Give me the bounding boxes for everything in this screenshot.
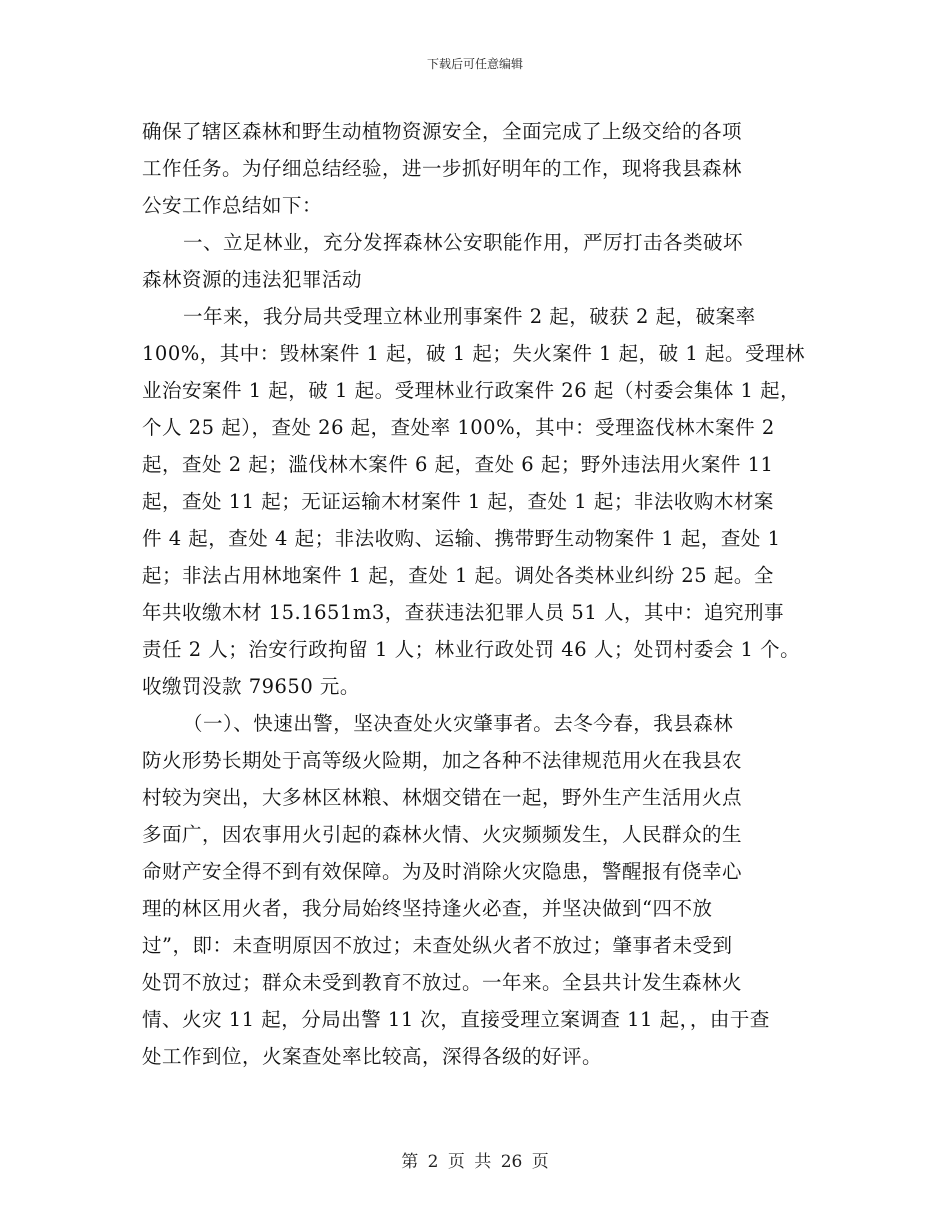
text-line: 命财产安全得不到有效保障。为及时消除火灾隐患，警醒报有侥幸心 <box>142 860 743 883</box>
text-line: 工作任务。为仔细总结经验，进一步抓好明年的工作，现将我县森林 <box>142 157 743 180</box>
page-number-footer: 第 2 页 共 26 页 <box>401 1152 549 1172</box>
text-line: 年共收缴木材 15.1651m3，查获违法犯罪人员 51 人，其中：追究刑事 <box>142 601 784 624</box>
text-line: 多面广，因农事用火引起的森林火情、火灾频频发生，人民群众的生 <box>142 823 743 846</box>
document-body <box>142 113 810 1075</box>
text-line: 一年来，我分局共受理立林业刑事案件 2 起，破获 2 起，破案率 <box>183 305 756 328</box>
text-line: 收缴罚没款 79650 元。 <box>142 675 360 698</box>
text-line: 100%，其中：毁林案件 1 起，破 1 起；失火案件 1 起，破 1 起。受理林 <box>142 342 805 365</box>
text-line: 理的林区用火者，我分局始终坚持逢火必查，并坚决做到“四不放 <box>142 897 713 920</box>
text-line: 起，查处 11 起；无证运输木材案件 1 起，查处 1 起；非法收购木材案 <box>142 490 774 513</box>
text-line: 公安工作总结如下： <box>142 194 323 217</box>
header-note: 下载后可任意编辑 <box>426 57 523 71</box>
text-line: 件 4 起，查处 4 起；非法收购、运输、携带野生动物案件 1 起，查处 1 <box>142 527 781 550</box>
text-line: 一、立足林业，充分发挥森林公安职能作用，严厉打击各类破坏 <box>183 231 744 254</box>
text-line: 个人 25 起），查处 26 起，查处率 100%，其中：受理盗伐林木案件 2 <box>142 416 775 439</box>
text-line: 责任 2 人；治安行政拘留 1 人；林业行政处罚 46 人；处罚村委会 1 个。 <box>142 638 801 661</box>
text-line: 起，查处 2 起；滥伐林木案件 6 起，查处 6 起；野外违法用火案件 11 <box>142 453 774 476</box>
text-line: 村较为突出，大多林区林粮、林烟交错在一起，野外生产生活用火点 <box>142 786 743 809</box>
text-line: 起；非法占用林地案件 1 起，查处 1 起。调处各类林业纠纷 25 起。全 <box>142 564 774 587</box>
text-line: 情、火灾 11 起，分局出警 11 次，直接受理立案调查 11 起，，由于查 <box>142 1008 770 1031</box>
text-line: 森林资源的违法犯罪活动 <box>142 268 363 291</box>
text-line: 业治安案件 1 起，破 1 起。受理林业行政案件 26 起（村委会集体 1 起， <box>142 379 801 402</box>
text-line: 确保了辖区森林和野生动植物资源安全，全面完成了上级交给的各项 <box>142 120 743 143</box>
text-line: 处工作到位，火案查处率比较高，深得各级的好评。 <box>142 1045 603 1068</box>
text-line: 过”，即：未查明原因不放过；未查处纵火者不放过；肇事者未受到 <box>142 934 733 957</box>
text-line: （一）、快速出警，坚决查处火灾肇事者。去冬今春，我县森林 <box>183 712 734 735</box>
text-line: 处罚不放过；群众未受到教育不放过。一年来。全县共计发生森林火 <box>142 971 743 994</box>
text-line: 防火形势长期处于高等级火险期，加之各种不法律规范用火在我县农 <box>142 749 743 772</box>
